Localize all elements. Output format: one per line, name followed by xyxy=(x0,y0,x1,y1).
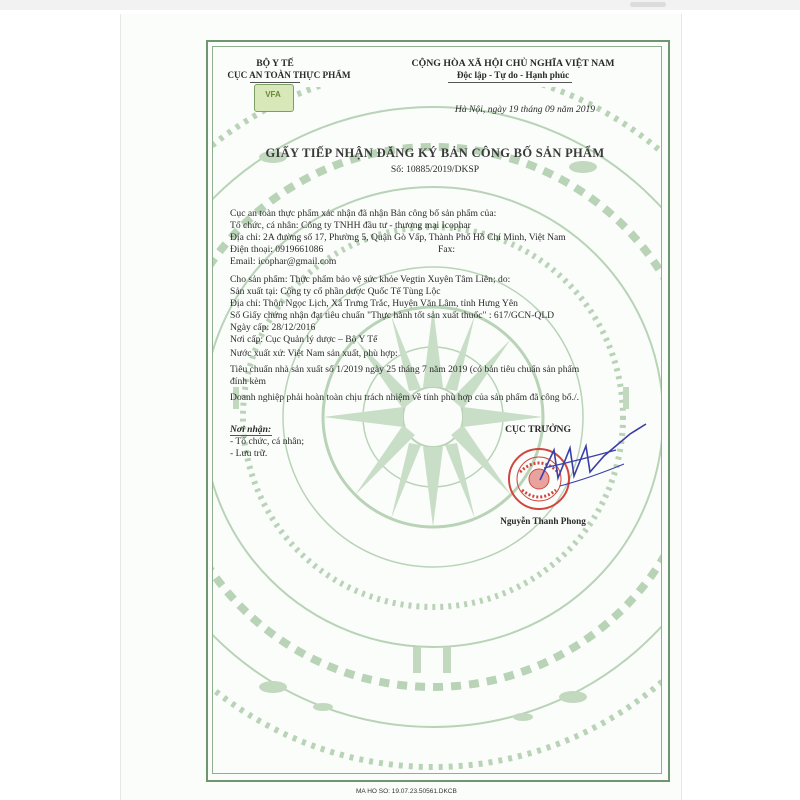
recipient-item-2: - Lưu trữ. xyxy=(230,448,268,459)
ministry-name: BỘ Y TẾ xyxy=(256,58,294,69)
department-name: CỤC AN TOÀN THỰC PHẨM xyxy=(227,70,351,80)
body-line-manufacturer: Sản xuất tại: Công ty cổ phần dược Quốc Tế Tùng Lộc xyxy=(230,286,441,297)
country-name: CỘNG HÒA XÃ HỘI CHỦ NGHĨA VIỆT NAM xyxy=(411,58,615,69)
body-line-gmp-certificate: Số Giấy chứng nhận đạt tiêu chuẩn "Thực hành tốt sản xuất thuốc" : 617/GCN-QLD xyxy=(230,310,555,321)
recipient-item-1: - Tổ chức, cá nhân; xyxy=(230,436,305,447)
national-motto: Độc lập - Tự do - Hạnh phúc xyxy=(456,70,570,80)
department-logo-text: VFA xyxy=(265,90,281,99)
place-date: Hà Nội, ngày 19 tháng 09 năm 2019 xyxy=(454,104,596,115)
department-underline xyxy=(250,82,300,83)
body-line-organization: Tổ chức, cá nhân: Công ty TNHH đầu tư - thương mại Icophar xyxy=(230,220,471,231)
body-line-standard-cont: đính kèm xyxy=(230,376,266,387)
body-line-origin: Nước xuất xứ: Việt Nam sản xuất, phù hợp: xyxy=(230,348,398,359)
body-line-manufacturer-address: Địa chỉ: Thôn Ngọc Lịch, Xã Trưng Trắc, Huyện Văn Lâm, tỉnh Hưng Yên xyxy=(230,298,518,309)
body-line-issue-date: Ngày cấp: 28/12/2016 xyxy=(230,322,316,333)
body-line-fax: Fax: xyxy=(438,244,456,255)
document-title: GIẤY TIẾP NHẬN ĐĂNG KÝ BẢN CÔNG BỐ SẢN PHẨM xyxy=(265,146,605,160)
department-logo xyxy=(254,84,294,112)
handwritten-signature xyxy=(520,420,650,500)
document-number: Số: 10885/2019/DKSP xyxy=(390,164,480,175)
dossier-code: MA HO SO: 19.07.23.50561.DKCB xyxy=(356,788,457,795)
top-bar-indicator xyxy=(630,2,666,7)
body-line-intro: Cục an toàn thực phẩm xác nhận đã nhận Bản công bố sản phẩm của: xyxy=(230,208,497,219)
body-line-standard: Tiêu chuẩn nhà sản xuất số 1/2019 ngày 25 tháng 7 năm 2019 (có bản tiêu chuẩn sản phẩm xyxy=(230,364,580,375)
body-line-phone: Điện thoại: 0919661086 xyxy=(230,244,324,255)
signer-role: CỤC TRƯỞNG xyxy=(505,424,571,435)
recipients-heading: Nơi nhận: xyxy=(230,424,272,435)
body-line-email: Email: icophar@gmail.com xyxy=(230,256,337,267)
signer-name: Nguyễn Thanh Phong xyxy=(500,516,586,526)
body-line-issuer: Nơi cấp: Cục Quản lý dược – Bộ Y Tế xyxy=(230,334,378,345)
body-line-responsibility: Doanh nghiệp phải hoàn toàn chịu trách nhiệm về tính phù hợp của sản phẩm đã công bố./. xyxy=(230,392,580,403)
body-line-product: Cho sản phẩm: Thực phẩm bảo vệ sức khỏe Vegtin Xuyên Tâm Liên; do: xyxy=(230,274,511,285)
body-line-address: Địa chỉ: 2A đường số 17, Phường 5, Quận Gò Vấp, Thành Phố Hồ Chí Minh, Việt Nam xyxy=(230,232,566,243)
motto-underline xyxy=(448,82,572,83)
top-bar xyxy=(0,0,800,10)
